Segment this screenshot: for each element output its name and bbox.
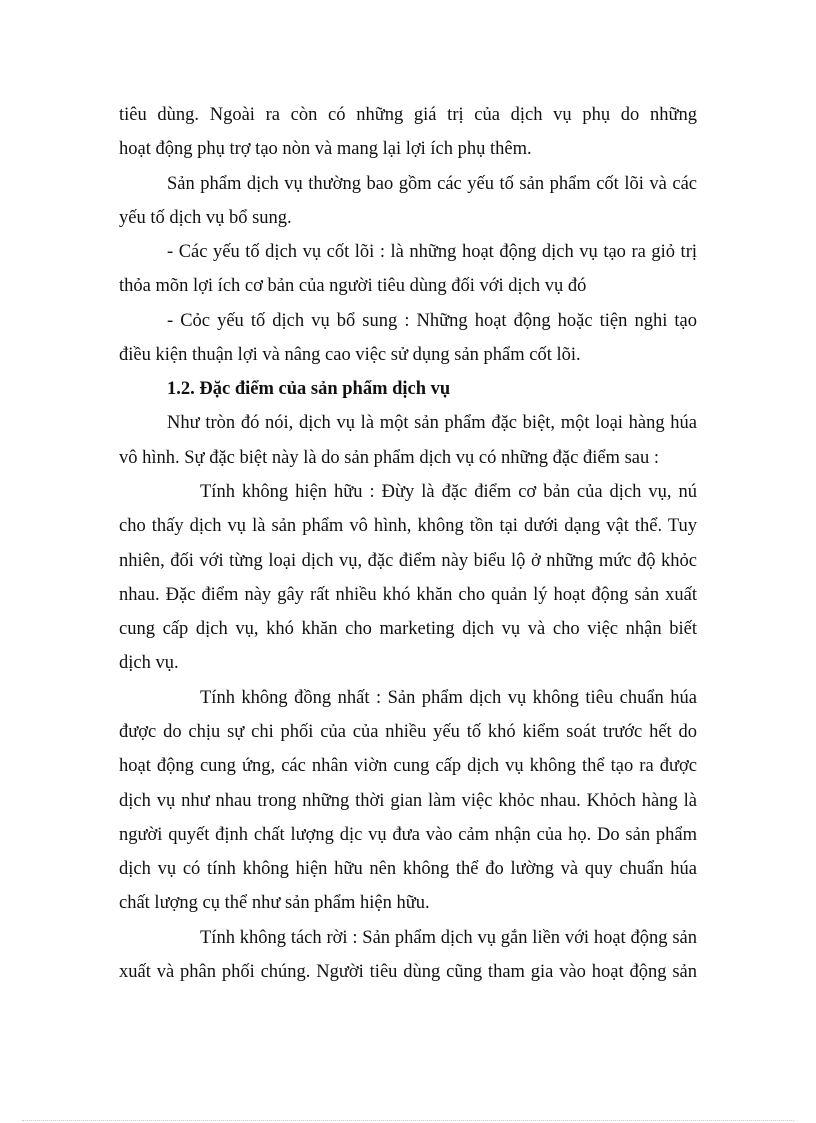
paragraph-line: được do chịu sự chi phối của của nhiều yếu tố khó kiểm soát trước hết do (119, 722, 697, 742)
paragraph-line: Sản phẩm dịch vụ thường bao gồm các yếu tố sản phẩm cốt lõi và các (167, 174, 697, 194)
bullet-line: - Các yếu tố dịch vụ cốt lõi : là những hoạt động dịch vụ tạo ra giỏ trị (167, 242, 697, 262)
paragraph-line: Tính không tách rời : Sản phẩm dịch vụ gắn liền với hoạt động sản (200, 928, 697, 948)
paragraph-line: Tính không đồng nhất : Sản phẩm dịch vụ không tiêu chuẩn húa (200, 688, 697, 708)
paragraph-line: vô hình. Sự đặc biệt này là do sản phẩm dịch vụ có những đặc điểm sau : (119, 448, 659, 468)
paragraph-line: yếu tố dịch vụ bổ sung. (119, 208, 292, 228)
bullet-line: thỏa mõn lợi ích cơ bản của người tiêu dùng đối với dịch vụ đó (119, 276, 587, 296)
paragraph-line: cung cấp dịch vụ, khó khăn cho marketing dịch vụ và cho việc nhận biết (119, 619, 697, 639)
section-heading: 1.2. Đặc điểm của sản phẩm dịch vụ (167, 379, 451, 399)
paragraph-line: nhau. Đặc điểm này gây rất nhiều khó khăn cho quản lý hoạt động sản xuất (119, 585, 697, 605)
paragraph-line: chất lượng cụ thể như sản phẩm hiện hữu. (119, 893, 430, 913)
bullet-line: điều kiện thuận lợi và nâng cao việc sử dụng sản phẩm cốt lõi. (119, 345, 581, 365)
paragraph-line: người quyết định chất lượng dịc vụ đưa vào cảm nhận của họ. Do sản phẩm (119, 825, 697, 845)
paragraph-line: dịch vụ như nhau trong những thời gian làm việc khỏc nhau. Khỏch hàng là (119, 791, 697, 811)
paragraph-line: nhiên, đối với từng loại dịch vụ, đặc điểm này biểu lộ ở những mức độ khỏc (119, 551, 697, 571)
page-bottom-rule (22, 1120, 794, 1121)
paragraph-line: cho thấy dịch vụ là sản phẩm vô hình, không tồn tại dưới dạng vật thể. Tuy (119, 516, 697, 536)
bullet-line: - Cỏc yếu tố dịch vụ bổ sung : Những hoạt động hoặc tiện nghi tạo (167, 311, 697, 331)
paragraph-line: dịch vụ. (119, 653, 179, 673)
paragraph-line: dịch vụ có tính không hiện hữu nên không thể đo lường và quy chuẩn húa (119, 859, 697, 879)
paragraph-line: hoạt động phụ trợ tạo nòn và mang lại lợi ích phụ thêm. (119, 139, 532, 159)
paragraph-line: Tính không hiện hữu : Đừy là đặc điểm cơ bản của dịch vụ, nú (200, 482, 697, 502)
paragraph-line: tiêu dùng. Ngoài ra còn có những giá trị của dịch vụ phụ do những (119, 105, 697, 125)
paragraph-line: xuất và phân phối chúng. Người tiêu dùng cũng tham gia vào hoạt động sản (119, 962, 697, 982)
paragraph-line: Như tròn đó nói, dịch vụ là một sản phẩm đặc biệt, một loại hàng húa (167, 413, 697, 433)
paragraph-line: hoạt động cung ứng, các nhân viờn cung cấp dịch vụ không thể tạo ra được (119, 756, 697, 776)
